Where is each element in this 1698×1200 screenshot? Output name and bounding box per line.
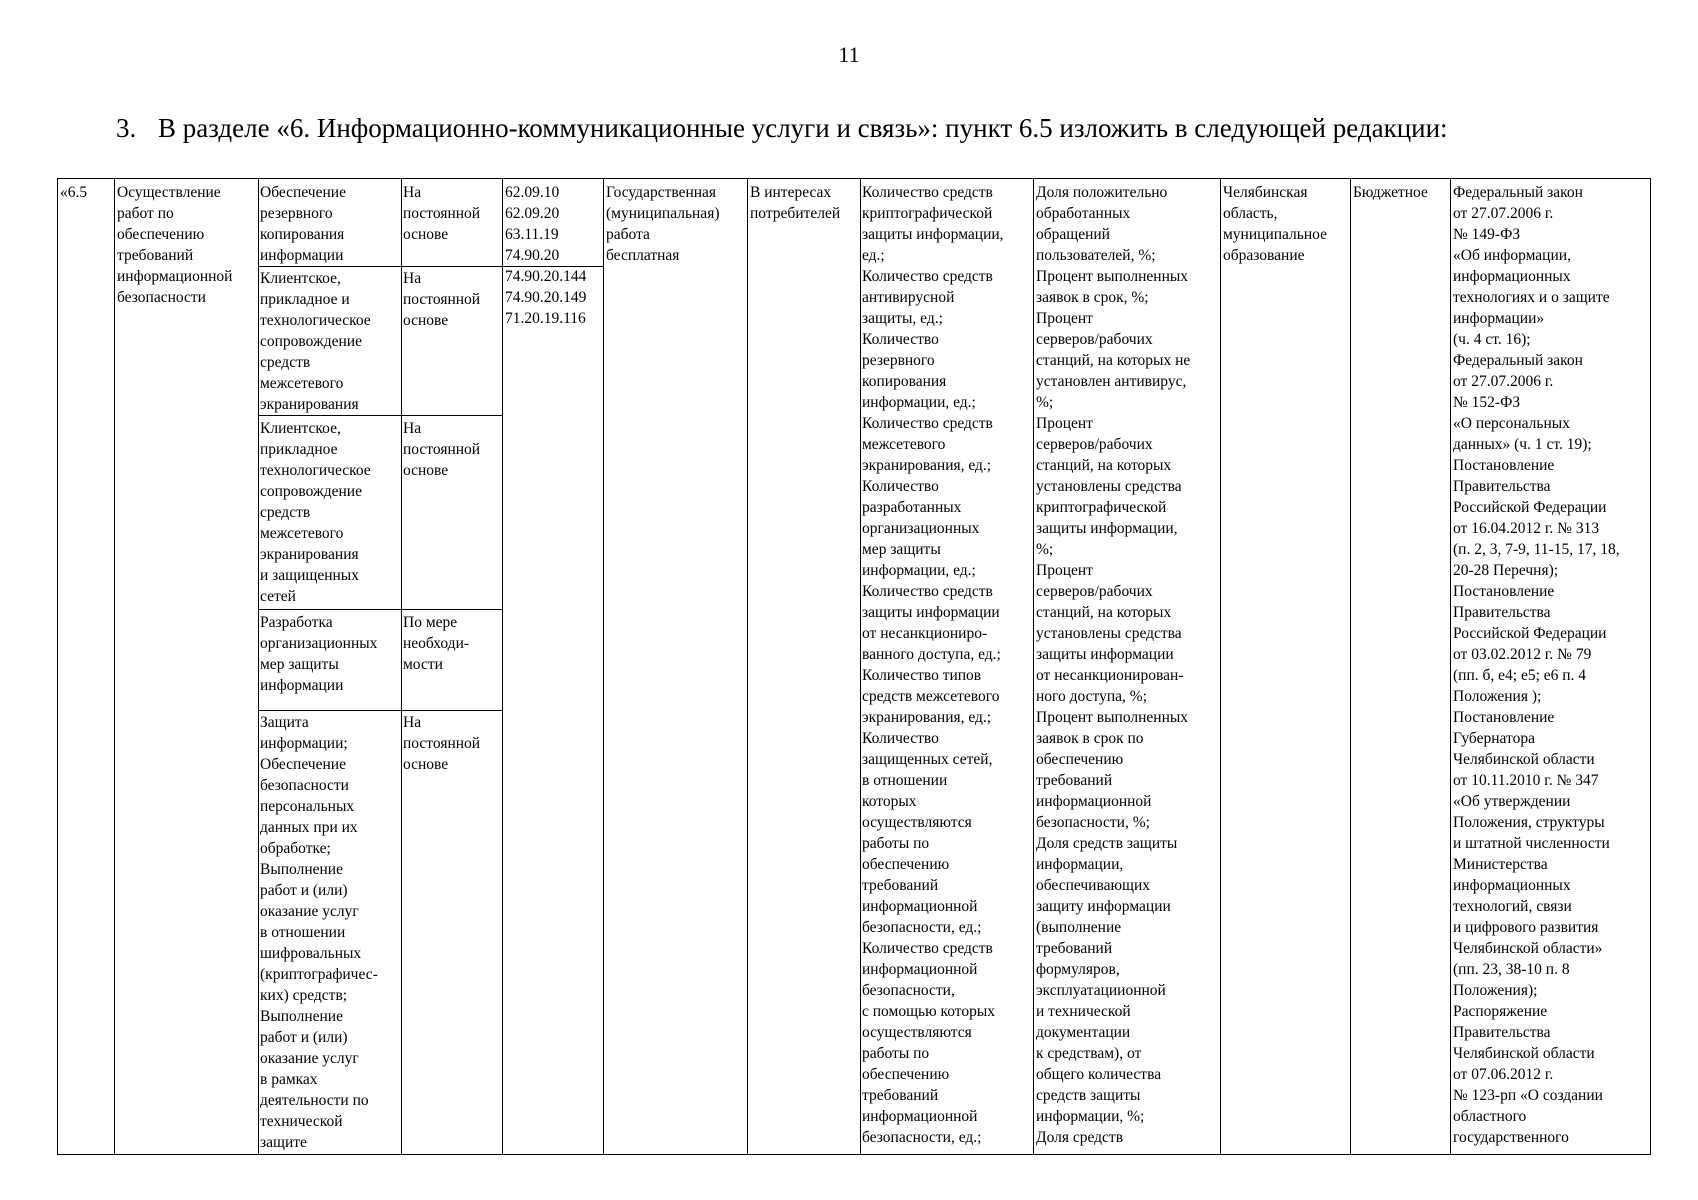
subrow-divider	[401, 266, 502, 267]
subrow-divider	[258, 609, 502, 610]
table-col-divider	[1350, 178, 1351, 1155]
subwork-periodicity: На постоянной основе	[403, 270, 481, 329]
territory: Челябинская область, муниципальное образование	[1223, 184, 1327, 264]
table-col-divider	[1033, 178, 1034, 1155]
work-type: Государственная (муниципальная) работа бесплатная	[606, 184, 720, 264]
subwork-periodicity: На постоянной основе	[403, 184, 481, 243]
volume-indicators: Количество средств криптографической защиты информации, ед.; Количество средств антивирусной защиты, ед.; Количество резервного копирования информации, ед.; Количество средств межсетевого экранирования, ед.; Количество разработанных организационных мер защиты информации, ед.; Количество средств защиты информации от несанкциониро- ванного доступа, ед.; Количество типов средств межсетевого экранирования, ед.; Количество защищенных сетей, в отношении которых осуществляются работы по обеспечению требований информационной безопасности, ед.; Количество средств информационной безопасности, с помощью которых осуществляются работы по обеспечению требований информационной безопасности, ед.;	[862, 184, 1004, 1146]
table-col-divider	[502, 178, 503, 1155]
subwork-name: Защита информации; Обеспечение безопасности персональных данных при их обработке; Выполнение работ и (или) оказание услуг в отношении шифровальных (криптографичес- ких) средств; Выполнение работ и (или) оказание услуг в рамках деятельности по технической защите	[260, 714, 378, 1151]
heading-text: В разделе «6. Информационно-коммуникационные услуги и связь»: пункт 6.5 изложить в следующей редакции:	[158, 113, 1448, 143]
table-right-border	[1650, 178, 1651, 1155]
table-col-divider	[1220, 178, 1221, 1155]
work-name: Осуществление работ по обеспечению требований информационной безопасности	[117, 184, 233, 306]
consumers: В интересах потребителей	[750, 184, 841, 222]
subwork-name: Обеспечение резервного копирования информации	[260, 184, 346, 264]
table-col-divider	[603, 178, 604, 1155]
subwork-periodicity: На постоянной основе	[403, 714, 481, 773]
legal-basis: Федеральный закон от 27.07.2006 г. № 149-ФЗ «Об информации, информационных технологиях и о защите информации» (ч. 4 ст. 16); Федеральный закон от 27.07.2006 г. № 152-ФЗ «О персональных данных» (ч. 1 ст. 19); Постановление Правительства Российской Федерации от 16.04.2012 г. № 313 (п. 2, 3, 7-9, 11-15, 17, 18, 20-28 Перечня); Постановление Правительства Российской Федерации от 03.02.2012 г. № 79 (пп. б, е4; е5; е6 п. 4 Положения ); Постановление Губернатора Челябинской области от 10.11.2010 г. № 347 «Об утверждении Положения, структуры и штатной численности Министерства информационных технологий, связи и цифрового развития Челябинской области» (пп. 23, 38-10 п. 8 Положения); Распоряжение Правительства Челябинской области от 07.06.2012 г. № 123-рп «О создании областного государственного	[1453, 184, 1620, 1146]
subwork-name: Клиентское, прикладное и технологическое сопровождение средств межсетевого экранирования	[260, 270, 371, 413]
subrow-divider	[258, 710, 502, 711]
okved-codes: 62.09.10 62.09.20 63.11.19 74.90.20 74.90.20.144 74.90.20.149 71.20.19.116	[505, 184, 587, 327]
table-col-divider	[114, 178, 115, 1155]
section-heading	[116, 113, 1448, 144]
table-top-border	[57, 178, 1650, 179]
page-number: 11	[838, 42, 860, 67]
table-col-divider	[860, 178, 861, 1155]
subrow-divider	[258, 266, 402, 267]
budget: Бюджетное	[1353, 184, 1428, 201]
subrow-divider	[258, 415, 502, 416]
table-col-divider	[258, 178, 259, 1155]
subwork-periodicity: На постоянной основе	[403, 420, 481, 479]
item-number: «6.5	[60, 184, 88, 201]
table-bottom-border	[57, 1154, 1650, 1155]
subwork-name: Разработка организационных мер защиты информации	[260, 614, 378, 694]
subwork-name: Клиентское, прикладное технологическое сопровождение средств межсетевого экранирования и защищенных сетей	[260, 420, 371, 605]
table-col-divider	[401, 178, 402, 1155]
table-left-border	[57, 178, 58, 1155]
quality-indicators: Доля положительно обработанных обращений пользователей, %; Процент выполненных заявок в срок, %; Процент серверов/рабочих станций, на которых не установлен антивирус, %; Процент серверов/рабочих станций, на которых установлены средства криптографической защиты информации, %; Процент серверов/рабочих станций, на которых установлены средства защиты информации от несанкционирован- ного доступа, %; Процент выполненных заявок в срок по обеспечению требований информационной безопасности, %; Доля средств защиты информации, обеспечивающих защиту информации (выполнение требований формуляров, эксплуатациионной и технической документации к средствам), от общего количества средств защиты информации, %; Доля средств	[1036, 184, 1191, 1146]
subwork-periodicity: По мере необходи- мости	[403, 614, 470, 673]
table-col-divider	[1450, 178, 1451, 1155]
table-col-divider	[747, 178, 748, 1155]
heading-number: 3.	[116, 113, 137, 143]
